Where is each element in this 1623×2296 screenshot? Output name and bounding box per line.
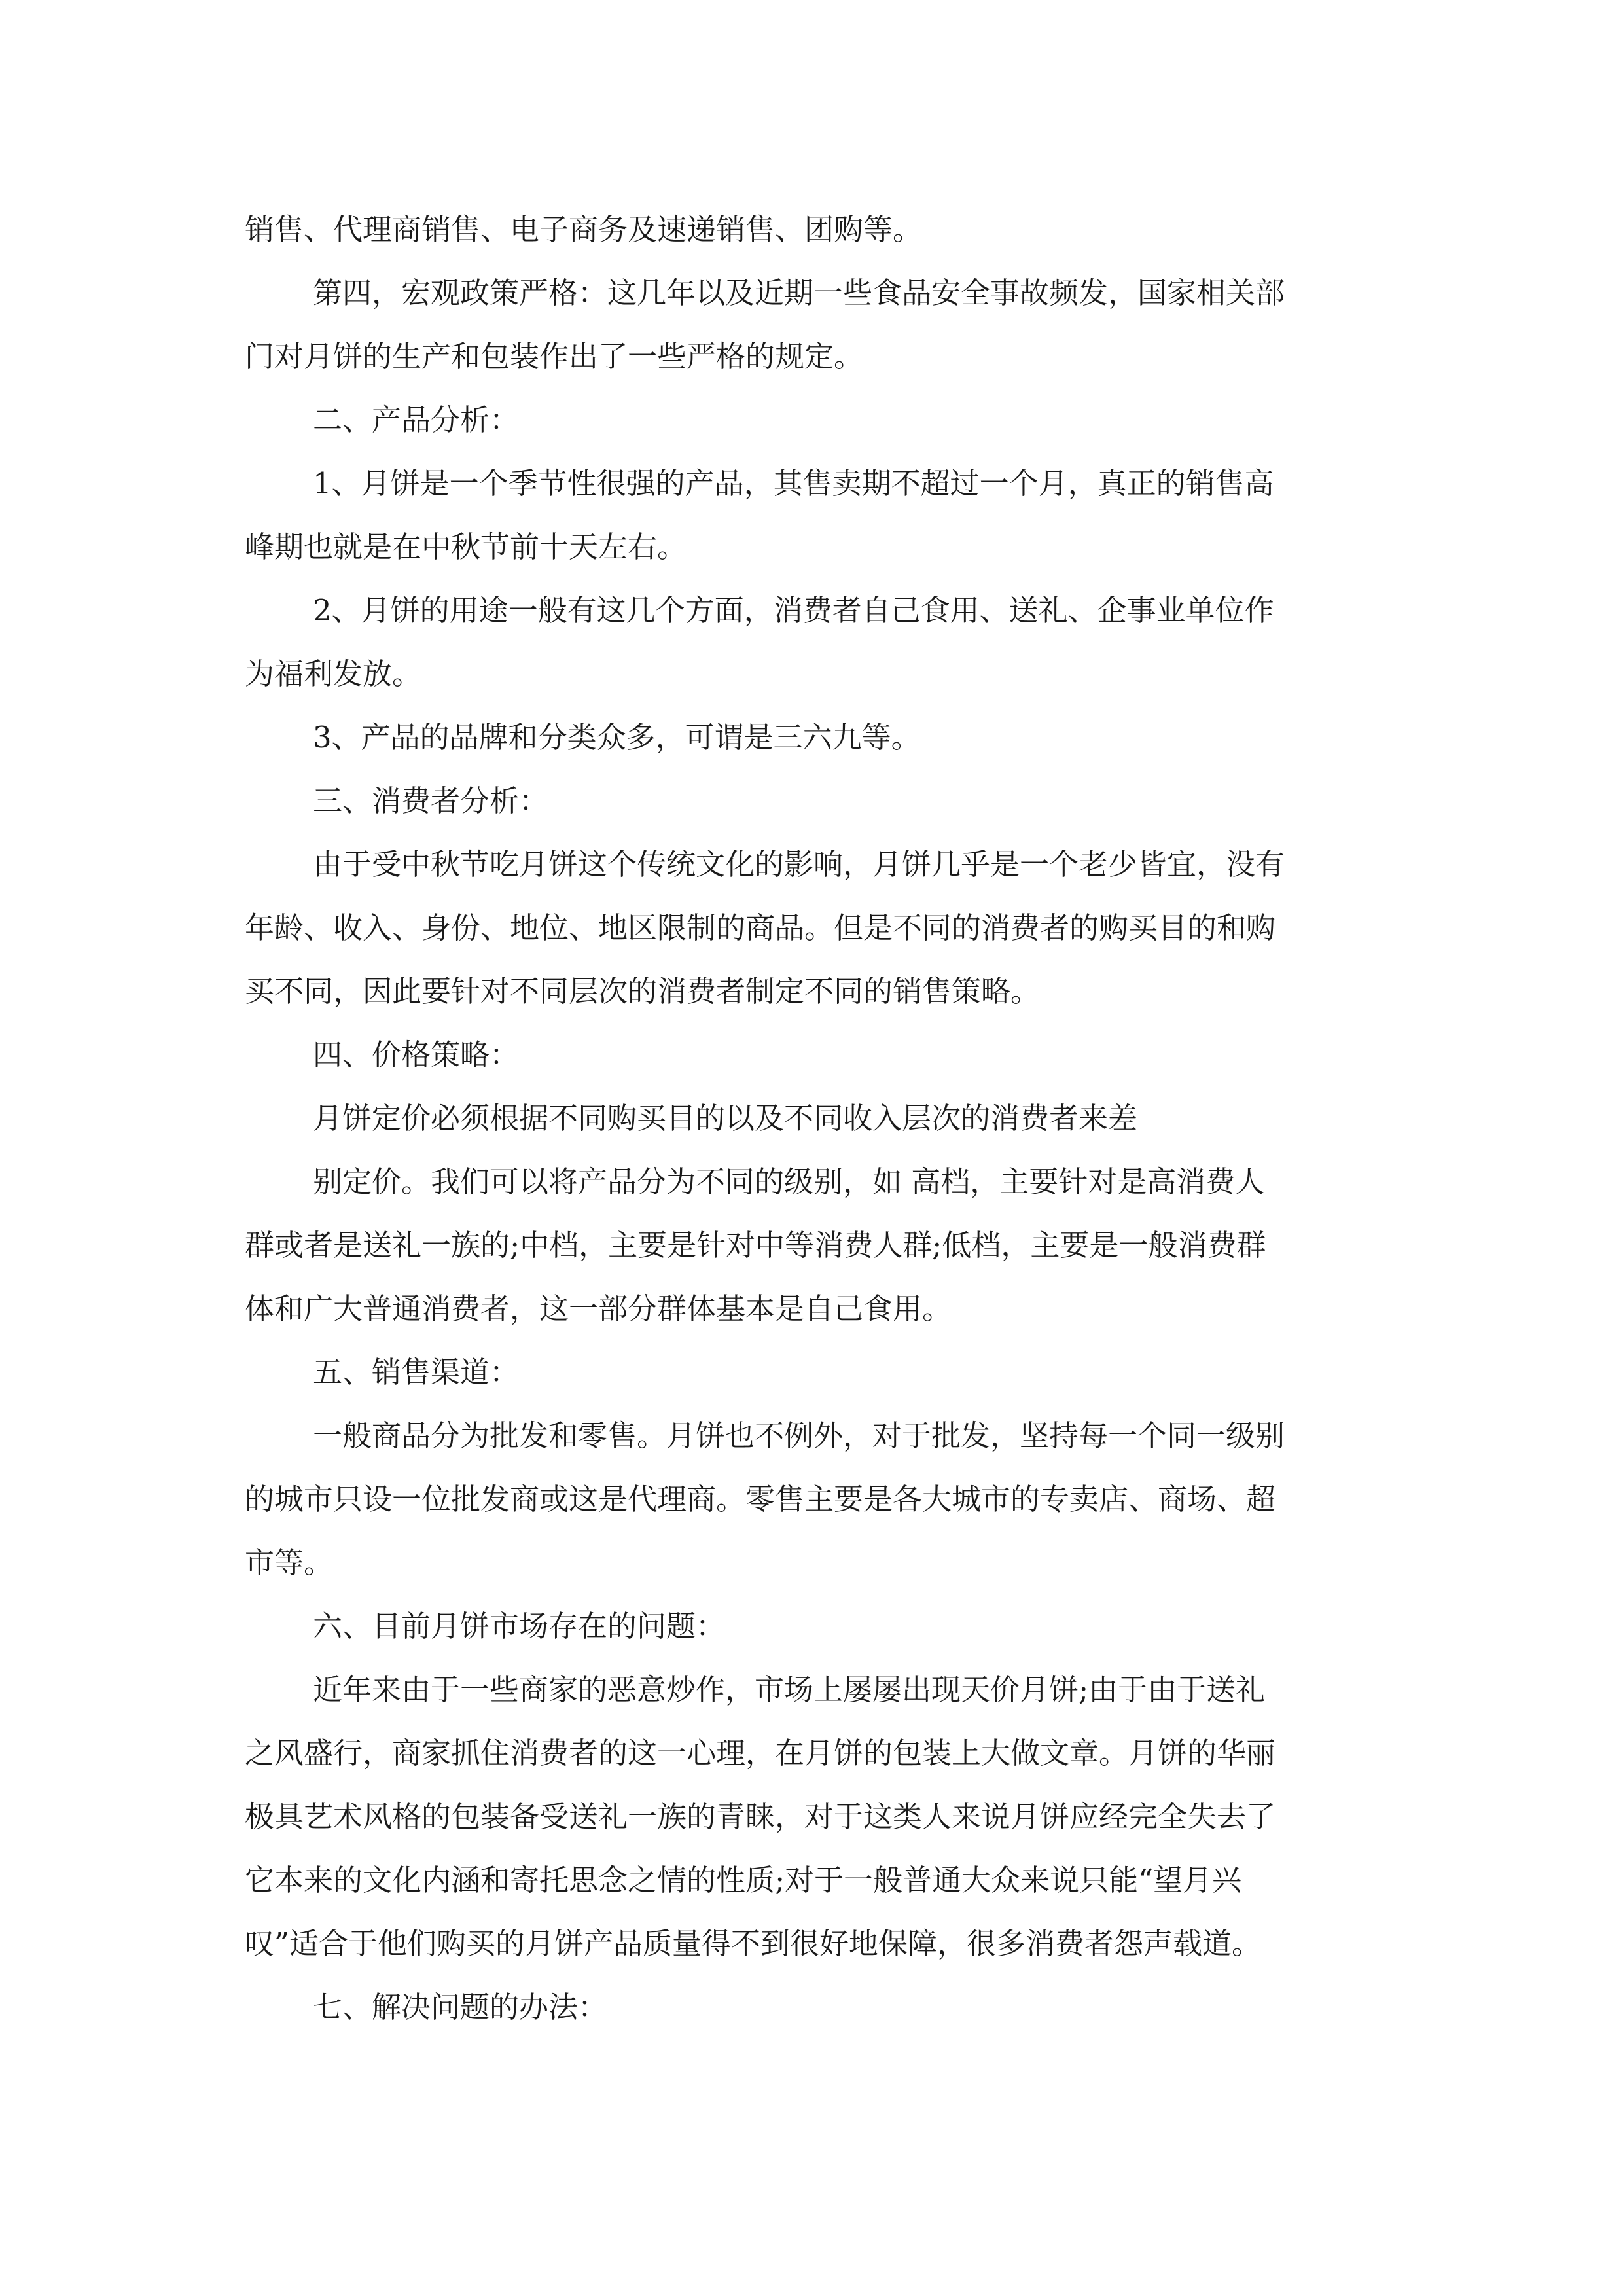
text-line: 体和广大普通消费者，这一部分群体基本是自己食用。 xyxy=(245,1291,952,1326)
section-heading: 二、产品分析： xyxy=(313,403,520,437)
text-line: 第四，宏观政策严格：这几年以及近期一些食品安全事故频发，国家相关部 xyxy=(313,276,1285,310)
text-line: 叹”适合于他们购买的月饼产品质量得不到很好地保障，很多消费者怨声载道。 xyxy=(245,1926,1262,1961)
text-line: 极具艺术风格的包装备受送礼一族的青睐，对于这类人来说月饼应经完全失去了 xyxy=(245,1799,1276,1834)
text-line: 年龄、收入、身份、地位、地区限制的商品。但是不同的消费者的购买目的和购 xyxy=(245,910,1276,945)
section-heading: 三、消费者分析： xyxy=(313,783,549,818)
text-line: 的城市只设一位批发商或这是代理商。零售主要是各大城市的专卖店、商场、超 xyxy=(245,1482,1276,1516)
text-line: 之风盛行，商家抓住消费者的这一心理，在月饼的包装上大做文章。月饼的华丽 xyxy=(245,1736,1276,1770)
text-line: 峰期也就是在中秋节前十天左右。 xyxy=(245,529,687,564)
section-heading: 七、解决问题的办法： xyxy=(313,1990,608,2024)
section-heading: 四、价格策略： xyxy=(313,1037,520,1072)
section-heading: 六、目前月饼市场存在的问题： xyxy=(313,1609,726,1643)
text-line: 为福利发放。 xyxy=(245,656,422,691)
text-line: 一般商品分为批发和零售。月饼也不例外，对于批发，坚持每一个同一级别 xyxy=(313,1418,1285,1453)
text-line: 它本来的文化内涵和寄托思念之情的性质;对于一般普通大众来说只能“望月兴 xyxy=(245,1863,1242,1897)
text-line: 市等。 xyxy=(245,1545,334,1580)
text-line: 月饼定价必须根据不同购买目的以及不同收入层次的消费者来差 xyxy=(313,1101,1138,1136)
document-body xyxy=(245,198,1383,2039)
text-line: 由于受中秋节吃月饼这个传统文化的影响，月饼几乎是一个老少皆宜，没有 xyxy=(313,847,1285,882)
section-heading: 五、销售渠道： xyxy=(313,1355,520,1390)
text-line: 门对月饼的生产和包装作出了一些严格的规定。 xyxy=(245,339,864,374)
text-line: 买不同，因此要针对不同层次的消费者制定不同的销售策略。 xyxy=(245,974,1041,1009)
text-line: 近年来由于一些商家的恶意炒作，市场上屡屡出现天价月饼;由于由于送礼 xyxy=(313,1672,1266,1707)
text-line: 销售、代理商销售、电子商务及速递销售、团购等。 xyxy=(245,212,923,247)
text-line: 1、月饼是一个季节性很强的产品，其售卖期不超过一个月，真正的销售高 xyxy=(313,466,1274,501)
text-line: 别定价。我们可以将产品分为不同的级别，如 高档，主要针对是高消费人 xyxy=(313,1164,1265,1199)
text-line: 3、产品的品牌和分类众多，可谓是三六九等。 xyxy=(313,720,921,755)
text-line: 群或者是送礼一族的;中档，主要是针对中等消费人群;低档，主要是一般消费群 xyxy=(245,1228,1266,1263)
text-line: 2、月饼的用途一般有这几个方面，消费者自己食用、送礼、企事业单位作 xyxy=(313,593,1274,628)
